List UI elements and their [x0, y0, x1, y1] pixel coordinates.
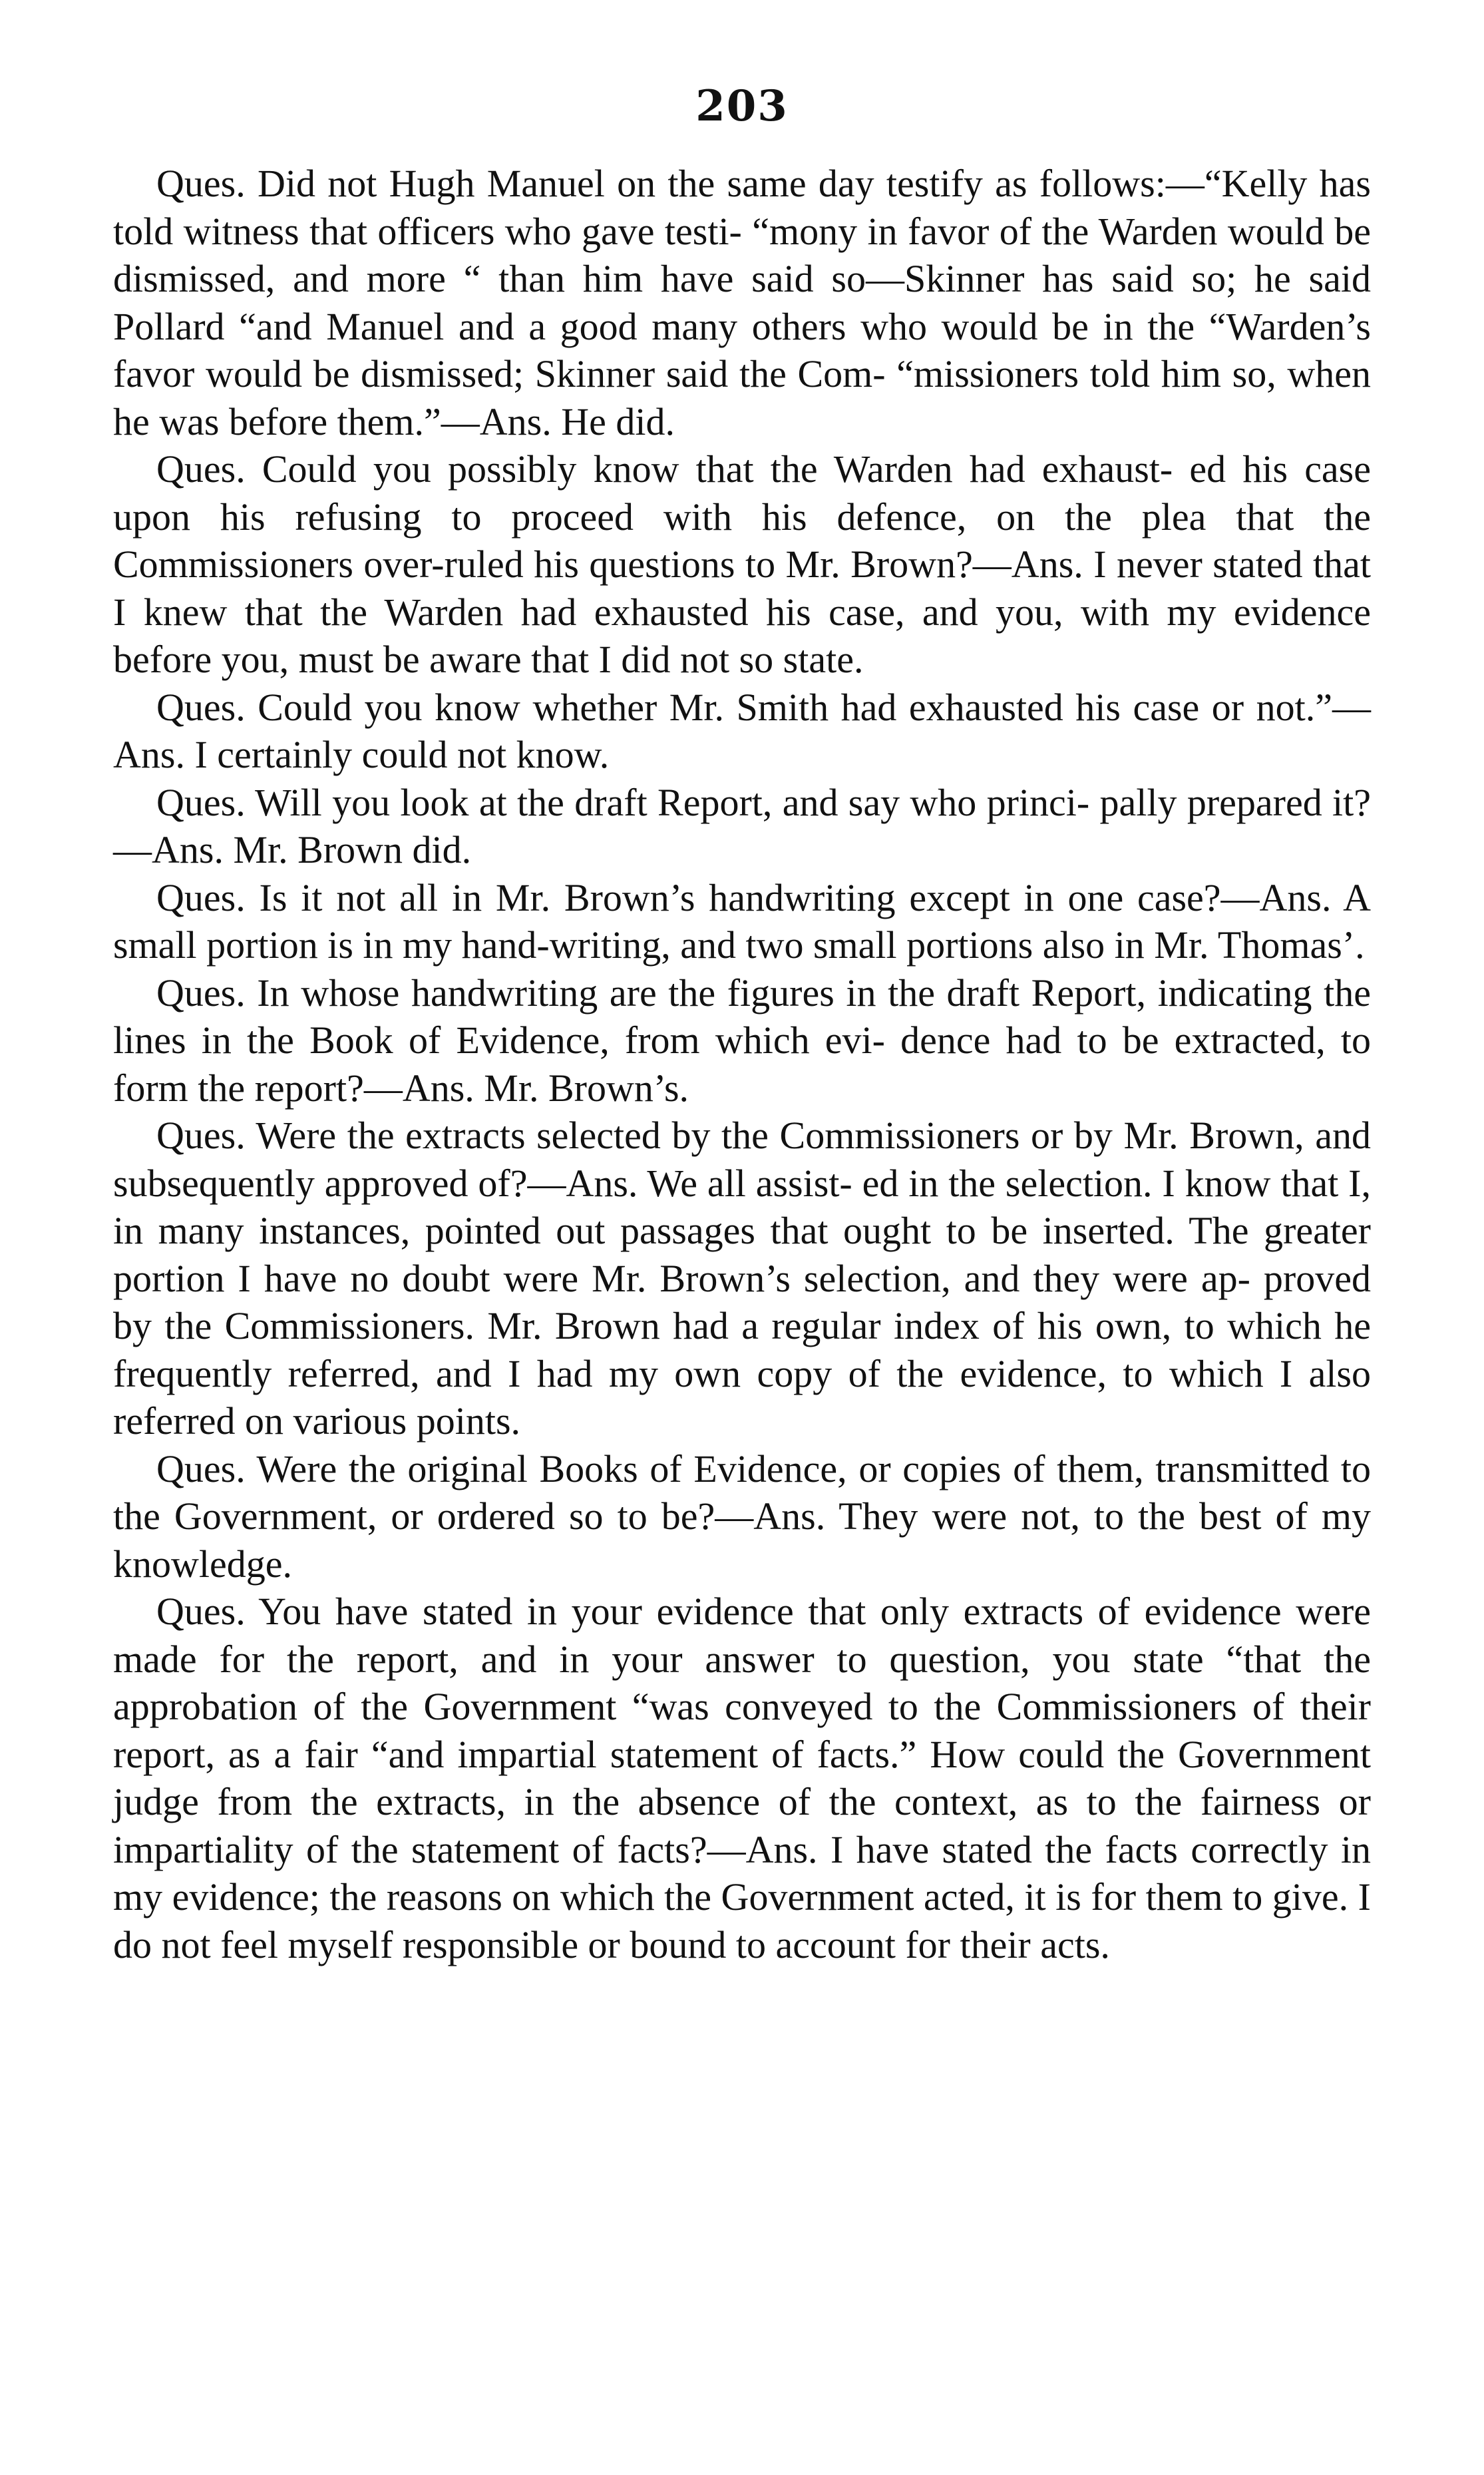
paragraph-brown-handwriting: Ques. Is it not all in Mr. Brown’s handwriting except in one case?—Ans. A small portion is in my hand-writing, and two small portions also in Mr. Thomas’. — [113, 875, 1371, 967]
paragraph-draft-report-prepared: Ques. Will you look at the draft Report, and say who princi- pally prepared it?—Ans. Mr. Brown did. — [113, 780, 1371, 871]
paragraph-warden-exhausted-case: Ques. Could you possibly know that the Warden had exhaust- ed his case upon his refusing to proceed with his defence, on the plea that the Commissioners over-ruled his questions to Mr. Brown?—Ans. I never stated that I knew that the Warden had exhausted his case, and you, with my evidence before you, must be aware that I did not so state. — [113, 447, 1371, 681]
paragraph-extracts-selected: Ques. Were the extracts selected by the Commissioners or by Mr. Brown, and subsequently approved of?—Ans. We all assist- ed in the selection. I know that I, in many instances, pointed out passages that ought to be inserted. The greater portion I have no doubt were Mr. Brown’s selection, and they were ap- proved by the Commissioners. Mr. Brown had a regular index of his own, to which he frequently referred, and I had my own copy of the evidence, to which I also referred on various points. — [113, 1114, 1371, 1443]
paragraph-original-books: Ques. Were the original Books of Evidence, or copies of them, transmitted to the Government, or ordered so to be?—Ans. They were not, to the best of my knowledge. — [113, 1447, 1371, 1586]
book-page — [113, 80, 1371, 2410]
paragraph-figures-handwriting: Ques. In whose handwriting are the figures in the draft Report, indicating the lines in the Book of Evidence, from which evi- dence had to be extracted, to form the report?—Ans. Mr. Brown’s. — [113, 971, 1371, 1110]
page-number: 203 — [695, 81, 789, 131]
paragraph-extracts-of-evidence: Ques. You have stated in your evidence that only extracts of evidence were made for the report, and in your answer to question, you state “that the approbation of the Government “was conveyed to the Commissioners of their report, as a fair “and impartial statement of facts.” How could the Government judge from the extracts, in the absence of the context, as to the fairness or impartiality of the statement of facts?—Ans. I have stated the facts correctly in my evidence; the reasons on which the Government acted, it is for them to give. I do not feel myself responsible or bound to account for their acts. — [113, 1590, 1371, 1966]
paragraph-smith-exhausted-case: Ques. Could you know whether Mr. Smith had exhausted his case or not.”—Ans. I certainly could not know. — [113, 685, 1371, 776]
paragraph-hugh-manuel-testimony: Ques. Did not Hugh Manuel on the same day testify as follows:—“Kelly has told witness that officers who gave testi- “mony in favor of the Warden would be dismissed, and more “ than him have said so—Skinner has said so; he said Pollard “and Manuel and a good many others who would be in the “Warden’s favor would be dismissed; Skinner said the Com- “missioners told him so, when he was before them.”—Ans. He did. — [113, 162, 1371, 443]
